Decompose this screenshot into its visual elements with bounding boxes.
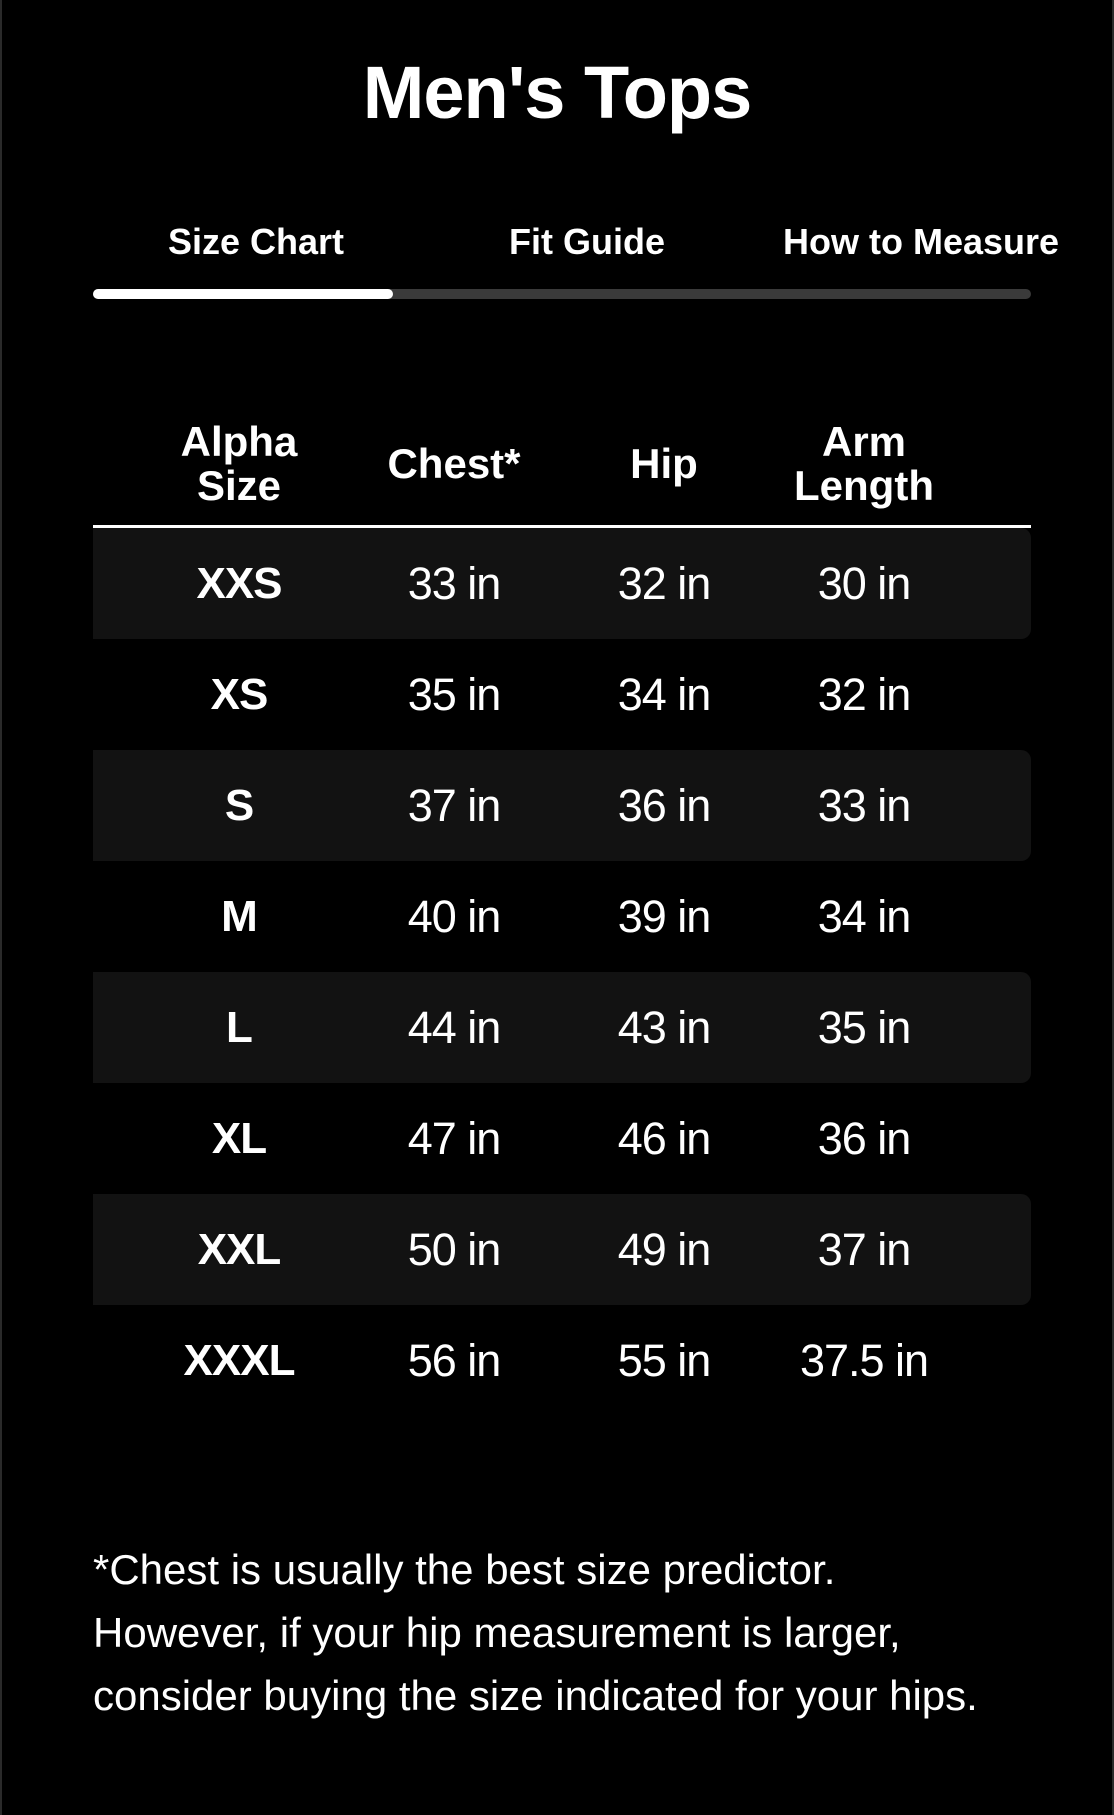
table-row (93, 639, 1031, 750)
size-cell: XXS (196, 558, 282, 608)
arm-length-cell: 35 in (817, 1001, 911, 1053)
chest-cell: 37 in (407, 779, 501, 831)
arm-length-cell: 34 in (817, 890, 911, 942)
hip-cell: 32 in (617, 557, 711, 609)
hip-cell: 34 in (617, 668, 711, 720)
hip-cell: 55 in (617, 1334, 711, 1386)
chest-cell: 33 in (407, 557, 501, 609)
header-hip: Hip (630, 440, 698, 487)
chest-cell: 40 in (407, 890, 501, 942)
table-row (93, 750, 1031, 861)
tab-fit-guide[interactable]: Fit Guide (509, 221, 665, 262)
header-alpha-size-line1: Alpha (180, 418, 298, 465)
hip-cell: 43 in (617, 1001, 711, 1053)
size-cell: M (221, 891, 257, 941)
header-arm-length-line2: Length (794, 462, 934, 509)
table-header (93, 400, 1031, 528)
header-alpha-size (129, 400, 349, 528)
chest-cell: 35 in (407, 668, 501, 720)
tab-how-to-measure[interactable]: How to Measure (783, 221, 1060, 262)
header-arm-length-line1: Arm (821, 418, 907, 465)
header-chest: Chest* (387, 440, 521, 487)
chest-cell: 47 in (407, 1112, 501, 1164)
chest-footnote: *Chest is usually the best size predictor. However, if your hip measurement is larger, consider buying the size indicated for your hips. (93, 1546, 978, 1719)
table-row (93, 1194, 1031, 1305)
size-cell: XXL (197, 1224, 281, 1274)
page-title: Men's Tops (362, 51, 752, 134)
table-row (93, 1083, 1031, 1194)
arm-length-cell: 36 in (817, 1112, 911, 1164)
arm-length-cell: 32 in (817, 668, 911, 720)
header-arm-length (754, 400, 974, 528)
size-cell: S (224, 780, 254, 830)
table-row (93, 972, 1031, 1083)
table-row (93, 861, 1031, 972)
chest-cell: 56 in (407, 1334, 501, 1386)
tab-size-chart[interactable]: Size Chart (168, 221, 345, 262)
arm-length-cell: 37 in (817, 1223, 911, 1275)
size-chart-table (93, 400, 1031, 1416)
hip-cell: 46 in (617, 1112, 711, 1164)
arm-length-cell: 33 in (817, 779, 911, 831)
header-alpha-size-line2: Size (196, 462, 282, 509)
chest-cell: 50 in (407, 1223, 501, 1275)
size-cell: L (226, 1002, 252, 1052)
arm-length-cell: 30 in (817, 557, 911, 609)
hip-cell: 39 in (617, 890, 711, 942)
arm-length-cell: 37.5 in (799, 1334, 929, 1386)
active-tab-indicator (93, 289, 393, 299)
tab-bar (93, 215, 1060, 305)
chest-cell: 44 in (407, 1001, 501, 1053)
size-cell: XS (210, 669, 268, 719)
size-cell: XL (211, 1113, 267, 1163)
size-cell: XXXL (183, 1335, 295, 1385)
hip-cell: 49 in (617, 1223, 711, 1275)
table-row (93, 528, 1031, 639)
table-row (93, 1305, 1031, 1416)
hip-cell: 36 in (617, 779, 711, 831)
